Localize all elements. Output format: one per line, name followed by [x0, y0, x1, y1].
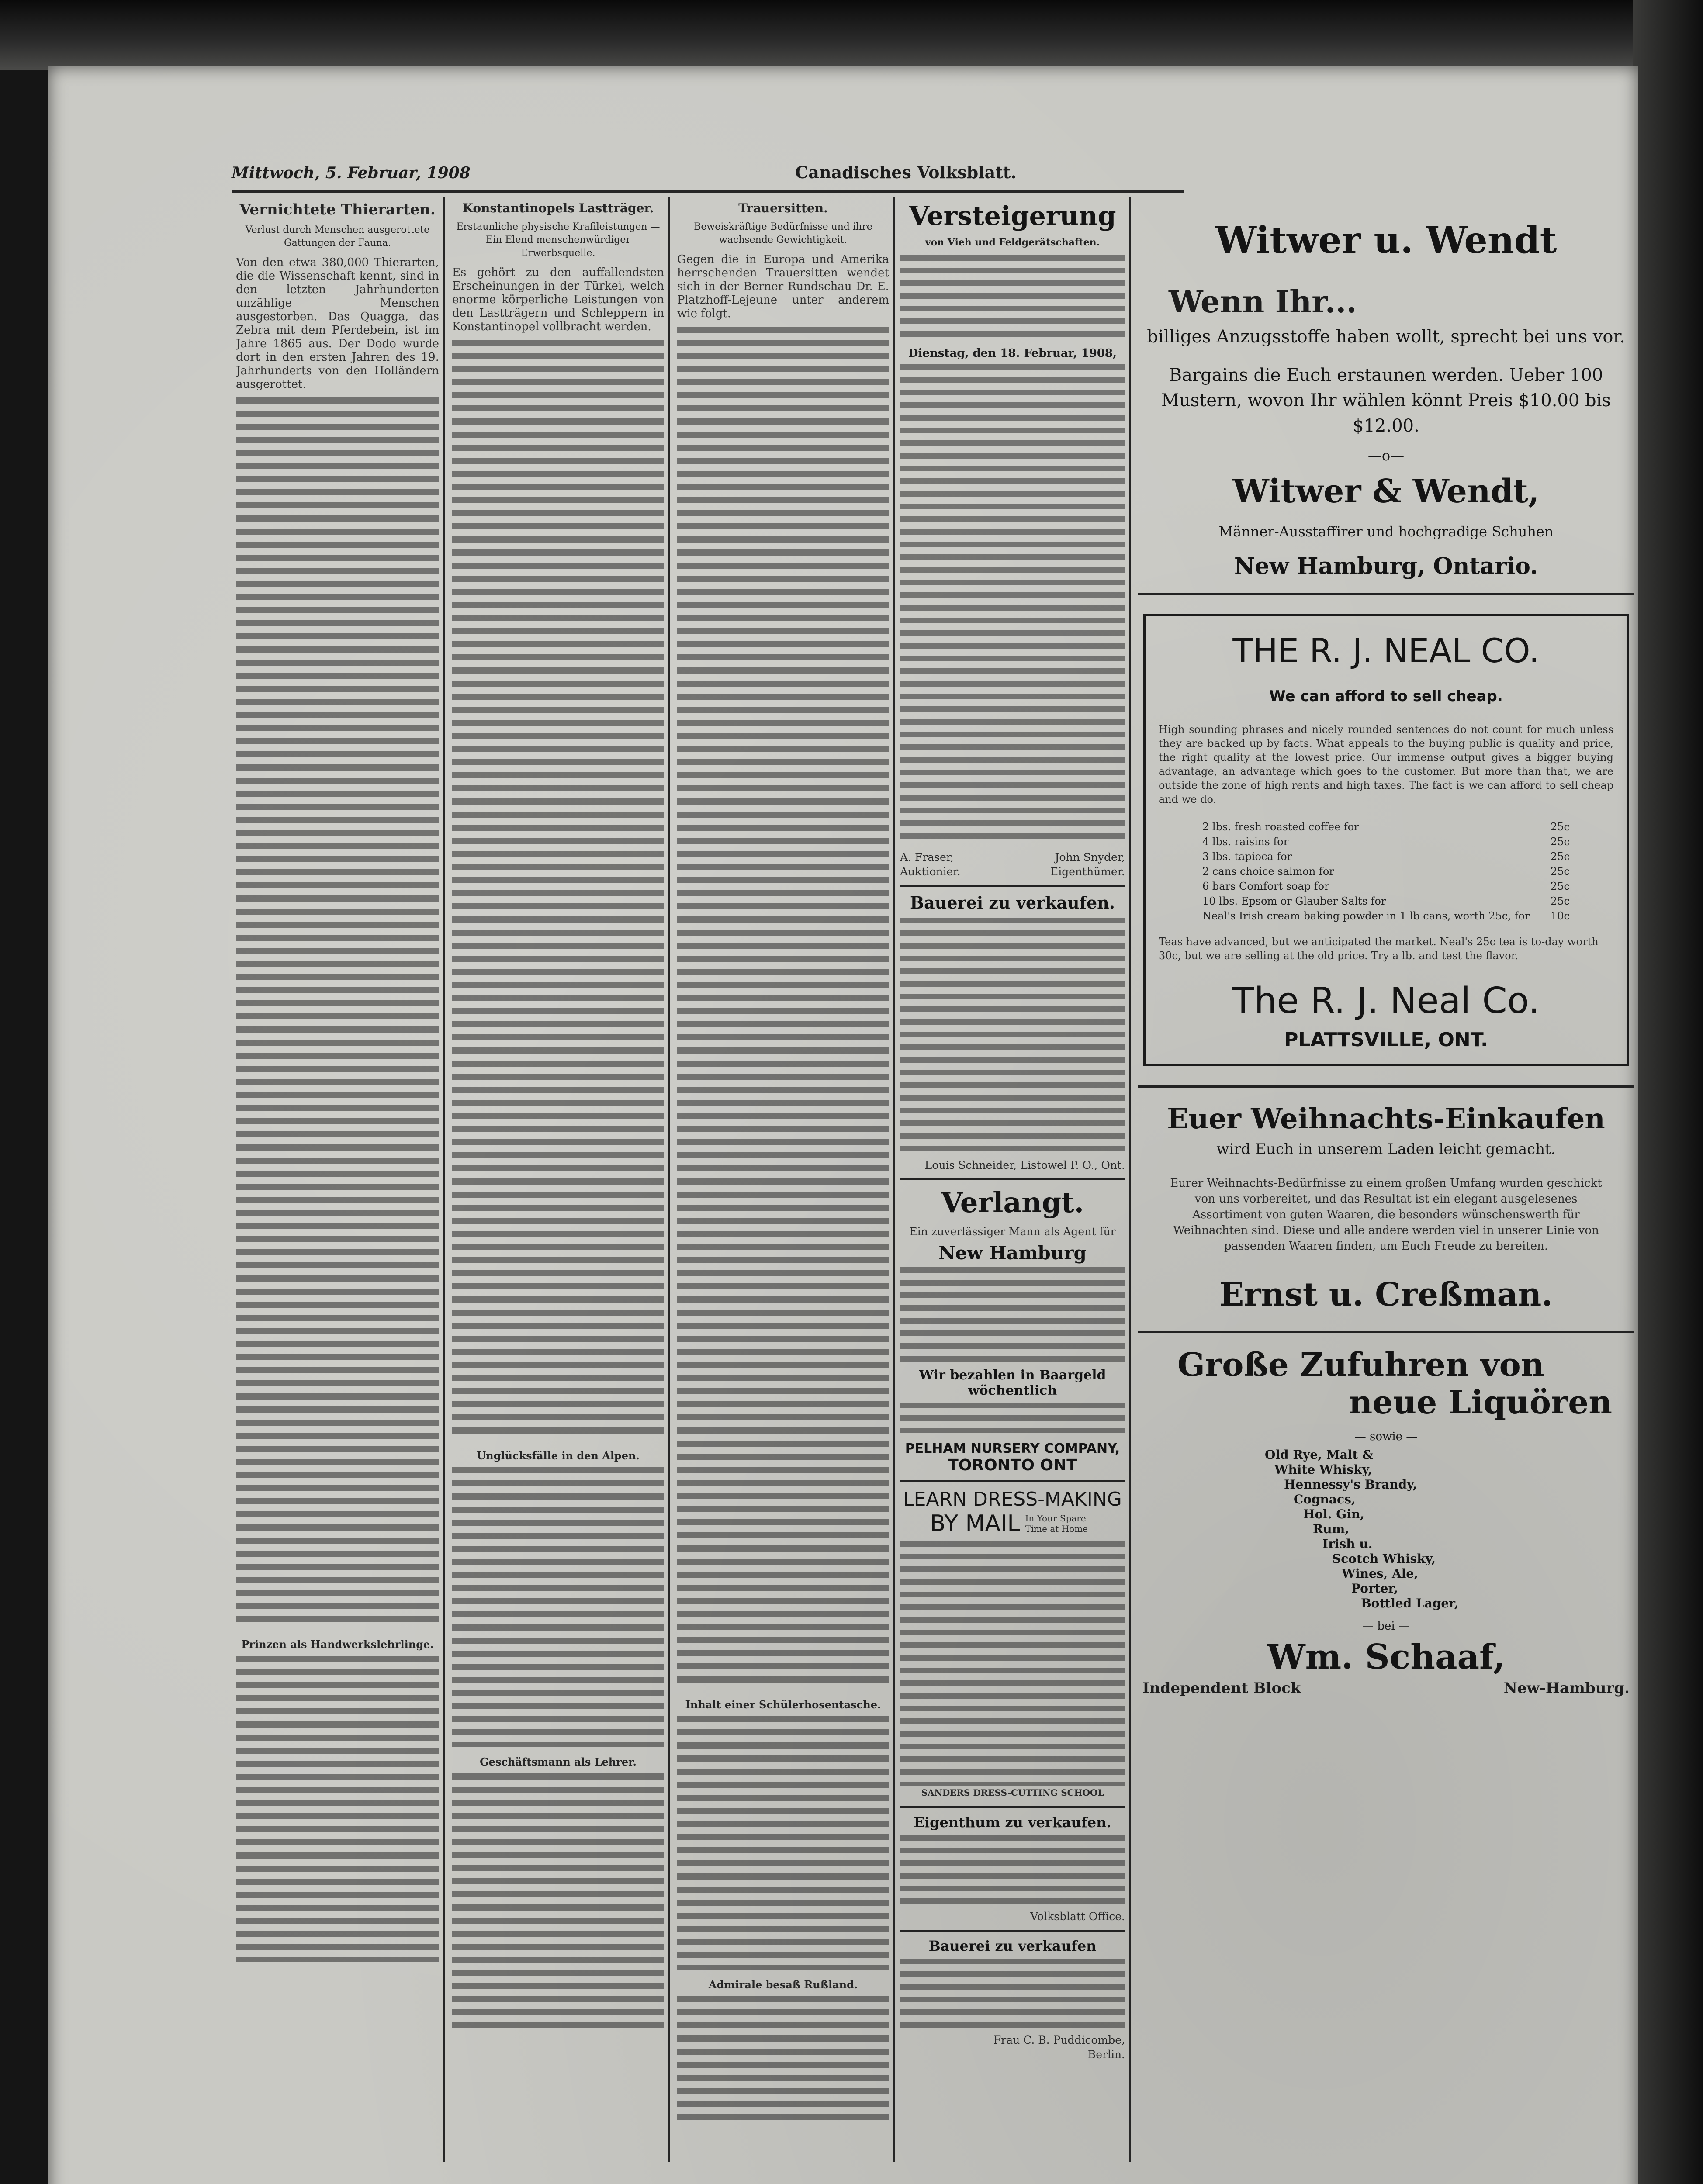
masthead-rule [232, 190, 1184, 193]
article-subtitle: Beweiskräftige Bedürfnisse und ihre wachsende Gewichtigkeit. [694, 221, 872, 245]
neal-item: Neal's Irish cream baking powder in 1 lb cans, worth 25c, for [1202, 910, 1530, 922]
christmas-ad [1138, 1085, 1634, 1333]
wanted-text [900, 1267, 1125, 1363]
article-text-block [452, 1467, 664, 1747]
auction-subtitle: von Vieh und Feldgerätschaften. [925, 237, 1100, 248]
neal-item: 4 lbs. raisins for [1202, 836, 1289, 848]
ads-column-right [1138, 201, 1634, 2184]
neal-price-row [1202, 894, 1570, 909]
article-column-2 [452, 201, 664, 2162]
neal-price: 10c [1551, 910, 1570, 922]
neal-title: THE R. J. NEAL CO. [1232, 631, 1540, 670]
farm-sale-ad [900, 887, 1125, 1180]
masthead-title: Canadisches Volksblatt. [795, 162, 1017, 182]
newspaper-page [48, 66, 1638, 2184]
article-body: Es gehört zu den auffallendsten Erscheinungen in der Türkei, welch enorme körperliche Leistungen von den Lastträgern und Schleppern in Konstantinopel vollbracht werden. [452, 266, 664, 333]
nursery-city: TORONTO ONT [948, 1456, 1077, 1474]
christmas-firm: Ernst u. Creßman. [1219, 1276, 1553, 1313]
neal-town: PLATTSVILLE, ONT. [1284, 1029, 1488, 1051]
page-edge-shadow [1633, 0, 1703, 2184]
dressmaking-text [900, 1541, 1125, 1786]
article-subhead: Prinzen als Handwerkslehrlinge. [241, 1638, 434, 1651]
article-subtitle: Erstaunliche physische Krafileistungen — Ein Elend menschenwürdiger Erwerbsquelle. [456, 221, 660, 259]
dressmaking-title-2: BY MAIL [930, 1510, 1020, 1537]
binding-shadow [0, 0, 1703, 70]
neal-firm: The R. J. Neal Co. [1232, 980, 1540, 1022]
column-rule-1 [443, 197, 445, 2162]
neal-price: 25c [1551, 895, 1570, 907]
dressmaking-title: LEARN DRESS-MAKING [903, 1488, 1122, 1510]
liquor-town: New-Hamburg. [1503, 1679, 1630, 1697]
christmas-body: Eurer Weihnachts-Bedürfnisse zu einem großen Umfang wurden geschickt von uns vorbereitet, und das Resultat ist ein elegant ausgelesenes Assortiment von guten Waaren, die besonders wünschenswerth für Weihnachten sind. Diese und alle andere werden viel in unserer Linie von passenden Waaren finden, um Euch Freude zu bereiten. [1170, 1177, 1602, 1253]
neal-price: 25c [1551, 865, 1570, 878]
article-text-block [677, 1996, 889, 2127]
neal-tagline: We can afford to sell cheap. [1269, 688, 1503, 705]
witwer-divider: —o— [1367, 447, 1405, 464]
farm-sale-2-signer: Frau C. B. Puddicombe, [993, 2034, 1125, 2046]
liquor-item: Wines, Ale, [1342, 1566, 1418, 1581]
masthead-date: Mittwoch, 5. Februar, 1908 [232, 164, 471, 182]
neal-item: 2 cans choice salmon for [1202, 865, 1334, 878]
farm-sale-2-text [900, 1959, 1125, 2033]
article-title: Konstantinopels Lastträger. [462, 201, 654, 215]
christmas-sub: wird Euch in unserem Laden leicht gemacht. [1216, 1140, 1556, 1158]
column-rule-2 [668, 197, 670, 2162]
owner-name: John Snyder, Eigenthümer. [1050, 851, 1125, 878]
article-subhead: Geschäftsmann als Lehrer. [480, 1755, 637, 1768]
article-text-block [677, 1716, 889, 1970]
article-text-block [452, 1773, 664, 2035]
christmas-title: Euer Weihnachts-Einkaufen [1167, 1102, 1605, 1135]
dressmaking-school: SANDERS DRESS-CUTTING SCHOOL [921, 1787, 1104, 1798]
neal-item: 3 lbs. tapioca for [1202, 850, 1292, 863]
article-column-1 [236, 201, 439, 2162]
wanted-lead: Ein zuverlässiger Mann als Agent für [909, 1225, 1116, 1238]
auctioneer-name: A. Fraser, Auktionier. [900, 851, 961, 878]
liquor-item: Old Rye, Malt & [1265, 1448, 1374, 1462]
property-office: Volksblatt Office. [1030, 1910, 1125, 1923]
ads-column [900, 201, 1125, 2162]
liquor-title-2: neue Liquören [1349, 1384, 1612, 1421]
neal-item: 2 lbs. fresh roasted coffee for [1202, 821, 1359, 833]
witwer-trade: Männer-Ausstaffirer und hochgradige Schuhen [1218, 523, 1554, 540]
auction-text [900, 255, 1125, 342]
farm-sale-2-title: Bauerei zu verkaufen [928, 1938, 1097, 1954]
witwer-line: billiges Anzugsstoffe haben wollt, sprecht bei uns vor. [1147, 327, 1625, 347]
neal-ad [1143, 614, 1629, 1066]
article-subtitle: Verlust durch Menschen ausgerottete Gattungen der Fauna. [245, 225, 430, 249]
dressmaking-aside: In Your Spare Time at Home [1025, 1513, 1088, 1534]
neal-price-row [1202, 834, 1570, 849]
property-title: Eigenthum zu verkaufen. [914, 1814, 1111, 1831]
article-body: Gegen die in Europa und Amerika herrschenden Trauersitten wendet sich in der Berner Rundschau Dr. E. Platzhoff-Lejeune unter anderem wie folgt. [677, 253, 889, 320]
property-text [900, 1835, 1125, 1909]
neal-price: 25c [1551, 836, 1570, 848]
column-rule-3 [893, 197, 895, 2162]
article-subhead: Inhalt einer Schülerhosentasche. [685, 1698, 881, 1711]
wanted-ad [900, 1180, 1125, 1482]
liquor-item: White Whisky, [1274, 1462, 1372, 1477]
dressmaking-ad [900, 1482, 1125, 1808]
article-subhead: Admirale besaß Rußland. [708, 1978, 858, 1991]
auction-ad [900, 201, 1125, 887]
liquor-item: Rum, [1313, 1522, 1350, 1536]
liquor-item: Cognacs, [1294, 1492, 1356, 1507]
liquor-list [1265, 1448, 1630, 1611]
neal-price: 25c [1551, 850, 1570, 863]
farm-sale-title: Bauerei zu verkaufen. [910, 893, 1115, 912]
column-rule-4 [1129, 197, 1131, 2162]
liquor-block: Independent Block [1142, 1679, 1301, 1697]
article-text-block [236, 397, 439, 1629]
property-ad [900, 1808, 1125, 1932]
liquor-item: Bottled Lager, [1361, 1596, 1459, 1610]
liquor-item: Irish u. [1322, 1537, 1373, 1551]
wanted-text [900, 1403, 1125, 1433]
neal-price: 25c [1551, 880, 1570, 892]
liquor-firm: Wm. Schaaf, [1267, 1637, 1506, 1677]
neal-tea-note: Teas have advanced, but we anticipated the market. Neal's 25c tea is to-day worth 30c, but we are selling at the old price. Try a lb. and test the flavor. [1159, 936, 1599, 962]
neal-price: 25c [1551, 821, 1570, 833]
witwer-firm: Witwer & Wendt, [1232, 473, 1540, 510]
nursery-company: PELHAM NURSERY COMPANY, [905, 1441, 1120, 1456]
article-text-block [452, 340, 664, 1441]
liquor-item: Hol. Gin, [1303, 1507, 1364, 1521]
neal-price-list [1202, 819, 1570, 923]
farm-sale-signer: Louis Schneider, Listowel P. O., Ont. [924, 1159, 1125, 1171]
witwer-headline: Wenn Ihr... [1169, 283, 1357, 320]
farm-sale-2-place: Berlin. [1087, 2048, 1125, 2061]
liquor-item: Hennessy's Brandy, [1284, 1477, 1417, 1492]
neal-intro: High sounding phrases and nicely rounded sentences do not count for much unless they are backed up by facts. What appeals to the buying public is quality and price, the right quality at the lowest price. Our immense output gives a bigger buying advantage, an advantage which goes to the customer. But more than that, we are outside the zone of high rents and high taxes. The fact is we can afford to sell cheap and we do. [1159, 723, 1613, 805]
article-body: Von den etwa 380,000 Thierarten, die die Wissenschaft kennt, sind in den letzten Jahrhunderten unzählige Menschen ausgestorben. Das Quagga, das Zebra mit dem Pferdebein, ist im Jahre 1865 aus. Der Dodo wurde dort in den ersten Jahren des 19. Jahrhunderts von den Holländern ausgerottet. [236, 256, 439, 391]
liquor-bei: — bei — [1362, 1620, 1410, 1633]
witwer-ad [1138, 201, 1634, 595]
wanted-place: New Hamburg [938, 1242, 1087, 1264]
auction-date: Dienstag, den 18. Februar, 1908, [908, 347, 1117, 360]
wanted-title: Verlangt. [941, 1186, 1084, 1219]
neal-price-row [1202, 849, 1570, 864]
witwer-offer: Bargains die Euch erstaunen werden. Ueber 100 Mustern, wovon Ihr wählen könnt Preis $10.00 bis $12.00. [1161, 365, 1611, 436]
neal-price-row [1202, 909, 1570, 923]
article-title: Trauersitten. [738, 201, 828, 215]
farm-sale-ad-2 [900, 1932, 1125, 2068]
witwer-town: New Hamburg, Ontario. [1234, 553, 1538, 580]
liquor-title: Große Zufuhren von [1177, 1346, 1544, 1384]
farm-sale-text [900, 918, 1125, 1154]
neal-item: 10 lbs. Epsom or Glauber Salts for [1202, 895, 1386, 907]
article-column-3 [677, 201, 889, 2162]
article-title: Vernichtete Thierarten. [239, 201, 436, 218]
auction-text [900, 364, 1125, 845]
liquor-sowie: — sowie — [1354, 1430, 1418, 1443]
wanted-pay: Wir bezahlen in Baargeld wöchentlich [919, 1368, 1106, 1398]
neal-price-row [1202, 864, 1570, 879]
neal-item: 6 bars Comfort soap for [1202, 880, 1329, 892]
neal-price-row [1202, 819, 1570, 834]
liquor-ad [1138, 1333, 1634, 1710]
witwer-name: Witwer u. Wendt [1215, 218, 1557, 262]
liquor-item: Scotch Whisky, [1332, 1552, 1436, 1566]
article-subhead: Unglücksfälle in den Alpen. [477, 1449, 640, 1462]
article-text-block [677, 327, 889, 1690]
neal-price-row [1202, 879, 1570, 894]
liquor-item: Porter, [1351, 1581, 1398, 1596]
article-text-block [236, 1656, 439, 1962]
auction-title: Versteigerung [909, 201, 1116, 232]
